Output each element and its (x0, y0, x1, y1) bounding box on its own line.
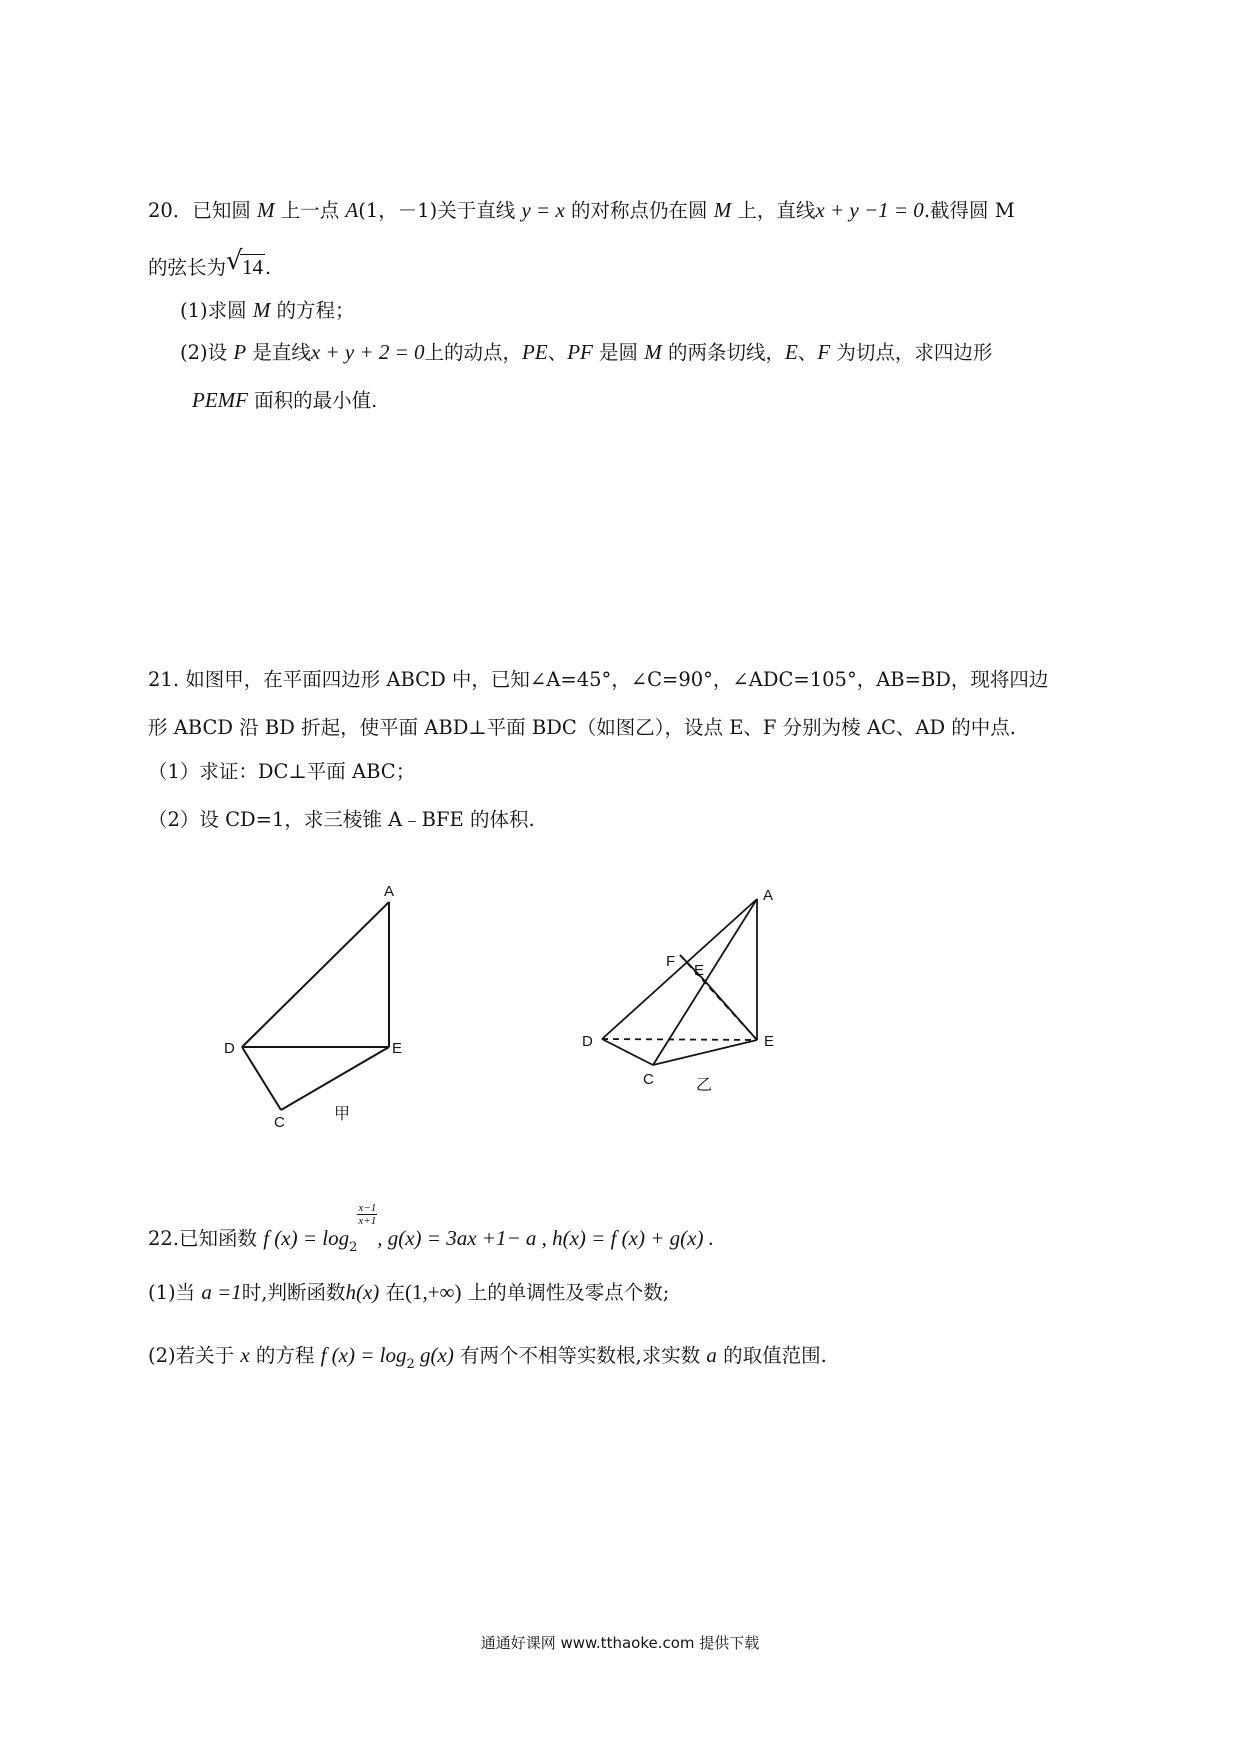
fig1-label-C: C (274, 1114, 285, 1131)
fig2-label-A: A (763, 887, 774, 904)
fig2-label-F: F (666, 953, 676, 970)
fig2-edge-DC (602, 1039, 653, 1065)
fig1-caption: 甲 (334, 1104, 351, 1123)
fig2-edge-CE (653, 1040, 757, 1065)
q20-part2: (2)设 P 是直线x + y + 2 = 0上的动点，PE、PF 是圆 M 的两条切线，E、F 为切点，求四边形 (180, 340, 993, 364)
q20-part1: (1)求圆 M 的方程； (180, 298, 355, 322)
q20-part2-cont: PEMF 面积的最小值. (192, 388, 378, 412)
q21-part1: （1）求证：DC⊥平面 ABC； (148, 760, 416, 783)
q22-part1: (1)当 a =1时,判断函数h(x) 在(1,+∞) 上的单调性及零点个数; (148, 1280, 670, 1304)
exponent-fraction: $\frac{x-1}{x+1}$ (358, 1202, 377, 1227)
sqrt-expression: √ 14 (226, 246, 264, 279)
fig2-edge-DA (602, 899, 757, 1039)
fig2-label-E: E (764, 1033, 775, 1050)
page-footer: 通通好课网 www.tthaoke.com 提供下载 (480, 1634, 760, 1652)
fig2-caption: 乙 (696, 1075, 713, 1094)
fig1-label-A: A (384, 883, 395, 900)
q21-part2: （2）设 CD=1，求三棱锥 A﹣BFE 的体积. (148, 808, 535, 831)
figure-jia (242, 902, 389, 1110)
fig2-edge-FE-top (680, 955, 704, 980)
sqrt-sign-icon: √ (226, 246, 243, 276)
fig2-label-D: D (582, 1033, 593, 1050)
fig2-edge-F-E-dashed (680, 955, 757, 1040)
q21-line2: 形 ABCD 沿 BD 折起，使平面 ABD⊥平面 BDC（如图乙），设点 E、F 分别为棱 AC、AD 的中点. (148, 716, 1016, 739)
fig1-edge-CE (281, 1047, 389, 1110)
fig2-edge-AC (653, 899, 757, 1065)
fig2-label-E-top: E (694, 962, 705, 979)
q21-line1: 21. 如图甲，在平面四边形 ABCD 中，已知∠A=45°，∠C=90°，∠ADC=105°，AB=BD，现将四边 (148, 668, 1049, 691)
fig1-label-E: E (392, 1040, 403, 1057)
q20-line1: 20．已知圆 M 上一点 A(1，－1)关于直线 y = x 的对称点仍在圆 M 上，直线x + y −1 = 0.截得圆 M (148, 198, 1015, 222)
q22-part2: (2)若关于 x 的方程 f $(x) = \log_2 g(x)$ 有两个不相等实数根,求实数 a 的取值范围. (148, 1343, 827, 1372)
q22-line1: 22.已知函数 f $(x) = \log_2$ $\frac{x-1}{x+1}$ , g(x) = 3ax +1− a , h(x) = f (x) + g(x) . (148, 1202, 714, 1255)
figure-yi (602, 899, 757, 1065)
fig1-edge-DC (242, 1047, 281, 1110)
fig2-edge-DE-dashed (602, 1039, 757, 1040)
fig2-edge-Etop-E (704, 980, 757, 1040)
fig1-label-D: D (224, 1040, 235, 1057)
fig2-label-C: C (643, 1071, 654, 1088)
fig1-edge-DA (242, 902, 389, 1047)
q20-line2: 的弦长为 √ 14 . (148, 253, 271, 282)
